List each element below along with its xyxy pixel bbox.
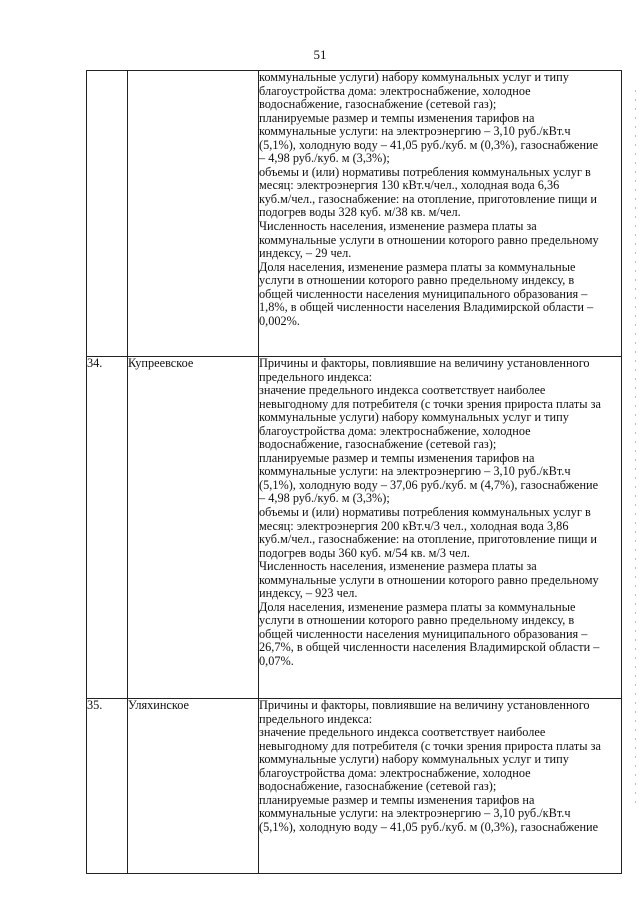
description-line: месяц: электроэнергия 130 кВт.ч/чел., холодная вода 6,36 [259,178,560,193]
table-row [87,357,622,699]
description-line: планируемые размер и темпы изменения тарифов на [259,792,535,807]
description-line: предельного индекса: [259,369,373,384]
description-line: Доля населения, изменение размера платы за коммунальные [259,259,576,274]
description-line: (5,1%), холодную воду – 41,05 руб./куб. м (0,3%), газоснабжение [259,819,599,834]
description-cell [259,357,622,699]
scan-edge-artifact [635,90,636,810]
description-line: 0,07%. [259,654,294,669]
row-number-cell: 35. [87,699,128,874]
description-line: планируемые размер и темпы изменения тарифов на [259,450,535,465]
description-line: (5,1%), холодную воду – 37,06 руб./куб. м (4,7%), газоснабжение [259,477,599,492]
municipality-name-cell: Купреевское [128,357,259,699]
description-cell [259,699,622,874]
page-number: 51 [313,47,327,62]
description-line: Причины и факторы, повлиявшие на величину установленного [259,698,590,712]
description-line: индексу, – 29 чел. [259,246,352,261]
description-line: индексу, – 923 чел. [259,586,358,601]
description-line: услуги в отношении которого равно предельному индексу, в [259,613,575,628]
description-line: коммунальные услуги в отношении которого равно предельному [259,572,599,587]
description-line: коммунальные услуги) набору коммунальных услуг и типу [259,70,569,84]
table-row [87,71,622,357]
description-line: 0,002%. [259,313,300,328]
description-line: коммунальные услуги: на электроэнергию – 3,10 руб./кВт.ч [259,806,571,821]
description-line: куб.м/чел., газоснабжение: на отопление, приготовление пищи и [259,532,598,547]
description-line: – 4,98 руб./куб. м (3,3%); [259,491,390,506]
description-line: объемы и (или) нормативы потребления коммунальных услуг в [259,505,591,520]
row-number-cell: 34. [87,357,128,699]
description-line: Доля населения, изменение размера платы за коммунальные [259,599,576,614]
description-line: водоснабжение, газоснабжение (сетевой газ); [259,437,497,452]
description-line: благоустройства дома: электроснабжение, холодное [259,765,531,780]
description-line: 1,8%, в общей численности населения Владимирской области – [259,300,594,315]
description-line: месяц: электроэнергия 200 кВт.ч/3 чел., холодная вода 3,86 [259,518,569,533]
table-row [87,699,622,874]
description-line: объемы и (или) нормативы потребления коммунальных услуг в [259,164,591,179]
description-line: коммунальные услуги: на электроэнергию – 3,10 руб./кВт.ч [259,124,571,139]
description-line: коммунальные услуги: на электроэнергию – 3,10 руб./кВт.ч [259,464,571,479]
description-line: подогрев воды 328 куб. м/38 кв. м/чел. [259,205,461,220]
description-line: Численность населения, изменение размера платы за [259,559,537,574]
description-line: 26,7%, в общей численности населения Владимирской области – [259,640,600,655]
municipality-name-cell [128,71,259,357]
description-line: коммунальные услуги) набору коммунальных услуг и типу [259,410,569,425]
description-line: коммунальные услуги) набору коммунальных услуг и типу [259,752,569,767]
description-line: Численность населения, изменение размера платы за [259,219,537,234]
municipality-name-cell: Уляхинское [128,699,259,874]
description-line: значение предельного индекса соответствует наиболее [259,383,546,398]
description-line: Причины и факторы, повлиявшие на величину установленного [259,356,590,370]
description-line: общей численности населения муниципального образования – [259,626,588,641]
row-number-cell [87,71,128,357]
description-line: предельного индекса: [259,711,373,726]
description-line: общей численности населения муниципального образования – [259,286,588,301]
description-line: водоснабжение, газоснабжение (сетевой газ); [259,97,497,112]
description-line: благоустройства дома: электроснабжение, холодное [259,83,531,98]
description-line: услуги в отношении которого равно предельному индексу, в [259,273,575,288]
description-line: водоснабжение, газоснабжение (сетевой газ); [259,779,497,794]
description-line: невыгодному для потребителя (с точки зрения прироста платы за [259,738,601,753]
municipalities-table [86,70,622,874]
description-line: подогрев воды 360 куб. м/54 кв. м/3 чел. [259,545,470,560]
description-line: невыгодному для потребителя (с точки зрения прироста платы за [259,396,601,411]
description-line: (5,1%), холодную воду – 41,05 руб./куб. м (0,3%), газоснабжение [259,137,599,152]
description-cell [259,71,622,357]
description-line: значение предельного индекса соответствует наиболее [259,725,546,740]
description-line: коммунальные услуги в отношении которого равно предельному [259,232,599,247]
description-line: планируемые размер и темпы изменения тарифов на [259,110,535,125]
description-line: куб.м/чел., газоснабжение: на отопление, приготовление пищи и [259,191,598,206]
description-line: – 4,98 руб./куб. м (3,3%); [259,151,390,166]
description-line: благоустройства дома: электроснабжение, холодное [259,423,531,438]
